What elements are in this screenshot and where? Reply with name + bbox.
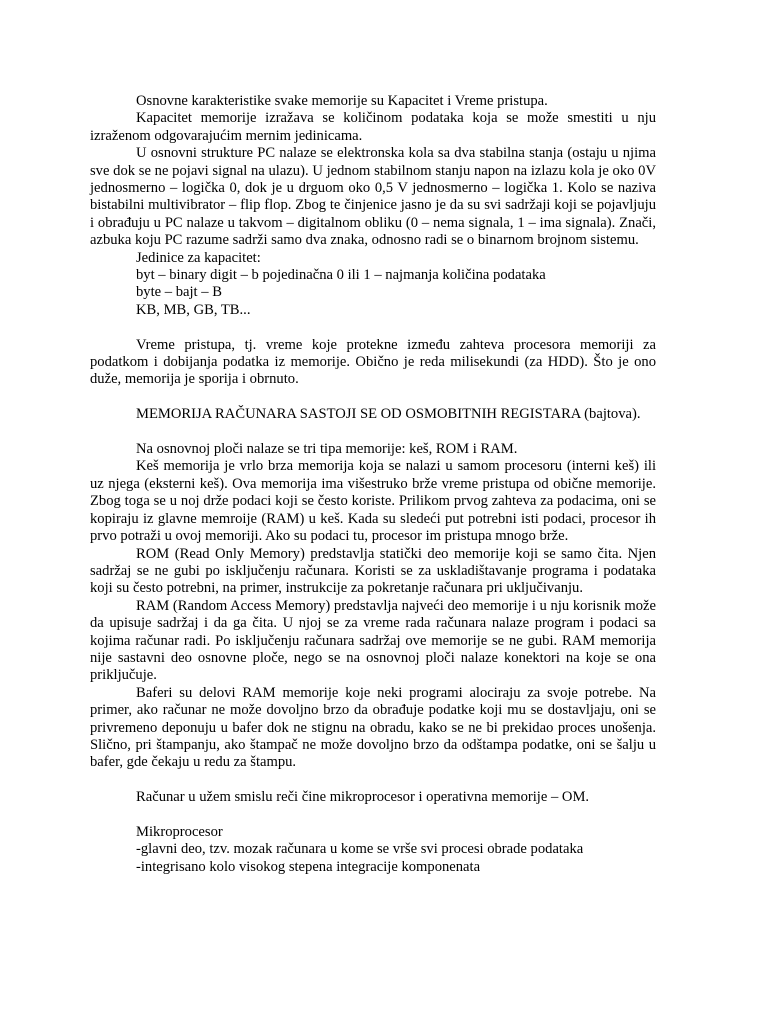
microprocessor-line-2: -integrisano kolo visokog stepena integracije komponenata xyxy=(136,858,481,875)
rom-paragraph: ROM (Read Only Memory) predstavlja statički deo memorije koji se samo čita. Njen sadržaj se ne gubi po isključenju računara. Koristi se za uskladištavanje programa i podataka koji su često potrebni, na primer, instrukcije za pokretanje računara pri uključivanju. xyxy=(90,545,656,597)
capacity-paragraph: Kapacitet memorije izražava se količinom podataka koja se može smestiti u nju izraženom odgovarajućim mernim jedinicama. xyxy=(90,110,656,144)
units-title: Jedinice za kapacitet: xyxy=(136,249,261,266)
computer-paragraph: Računar u užem smislu reči čine mikroprocesor i operativna memorije – OM. xyxy=(136,789,590,806)
access-time-paragraph: Vreme pristupa, tj. vreme koje protekne između zahteva procesora memoriji za podatkom i dobijanja podatka iz memorije. Obično je reda milisekundi (za HDD). Što je ono duže, memorija je sporija i obrnuto. xyxy=(90,336,656,388)
microprocessor-title: Mikroprocesor xyxy=(136,823,223,840)
ram-paragraph: RAM (Random Access Memory) predstavlja najveći deo memorije i u nju korisnik može da upisuje sadržaj i da ga čita. U njoj se za vreme rada računara nalaze program i podaci sa kojima računar radi. Po isključenju računara sadržaj ove memorije se ne gubi. RAM memorija nije sastavni deo osnovne ploče, nego se na osnovnoj ploči nalaze konektori na koje se ona priključuje. xyxy=(90,597,656,684)
document-page xyxy=(90,93,656,876)
unit-line-multiples: KB, MB, GB, TB... xyxy=(136,301,251,318)
blank-line xyxy=(90,807,656,824)
unit-line-byte: byte – bajt – B xyxy=(136,284,222,301)
microprocessor-line-1: -glavni deo, tzv. mozak računara u kome se vrše svi procesi obrade podataka xyxy=(136,841,584,858)
blank-line xyxy=(90,424,656,441)
cache-paragraph: Keš memorija je vrlo brza memorija koja se nalazi u samom procesoru (interni keš) ili uz njega (eksterni keš). Ova memorija ima višestruko brže vreme pristupa od obične memorije. Zbog toga se u noj drže podaci koji se često koriste. Prilikom prvog zahteva za podacima, oni se kopiraju iz glavne memroije (RAM) u keš. Kada su sledeći put potrebni isti podaci, procesor ih prvo potraži u ovoj memoriji. Ako su podaci tu, procesor im pristupa mnogo brže. xyxy=(90,458,656,545)
memory-types-paragraph: Na osnovnoj ploči nalaze se tri tipa memorije: keš, ROM i RAM. xyxy=(136,441,518,458)
blank-line xyxy=(90,389,656,406)
blank-line xyxy=(90,319,656,336)
buffers-paragraph: Baferi su delovi RAM memorije koje neki programi alociraju za svoje potrebe. Na primer, ako računar ne može dovoljno brzo da obrađuje podatke koji mu se dostavljaju, oni se privremeno deponuju u bafer dok ne stignu na obradu, kako se ne bi prekidao proces unošenja. Slično, pri štampanju, ako štampač ne može dovoljno brzo da odštampa podatke, oni se šalju u bafer, gde čekaju u redu za štampu. xyxy=(90,684,656,771)
intro-paragraph: Osnovne karakteristike svake memorije su Kapacitet i Vreme pristupa. xyxy=(136,93,548,109)
structure-paragraph: U osnovni strukture PC nalaze se elektronska kola sa dva stabilna stanja (ostaju u njima sve dok se ne pojavi signal na ulazu). U jednom stabilnom stanju napon na izlazu kola je oko 0V jednosmerno – logička 0, dok je u drguom oko 0,5 V jednosmerno – logička 1. Kolo se naziva bistabilni multivibrator – flip flop. Zbog te činjenice jasno je da su svi sadržaji koji se pojavljuju i obrađuju u PC nalaze u takvom – digitalnom obliku (0 – nema signala, 1 – ima signala). Znači, azbuka koju PC razume sadrži samo dva znaka, odnosno radi se o binarnom brojnom sistemu. xyxy=(90,145,656,249)
unit-line-bit: byt – binary digit – b pojedinačna 0 ili 1 – najmanja količina podataka xyxy=(136,267,546,284)
registers-paragraph: MEMORIJA RAČUNARA SASTOJI SE OD OSMOBITNIH REGISTARA (bajtova). xyxy=(136,406,641,423)
blank-line xyxy=(90,772,656,789)
